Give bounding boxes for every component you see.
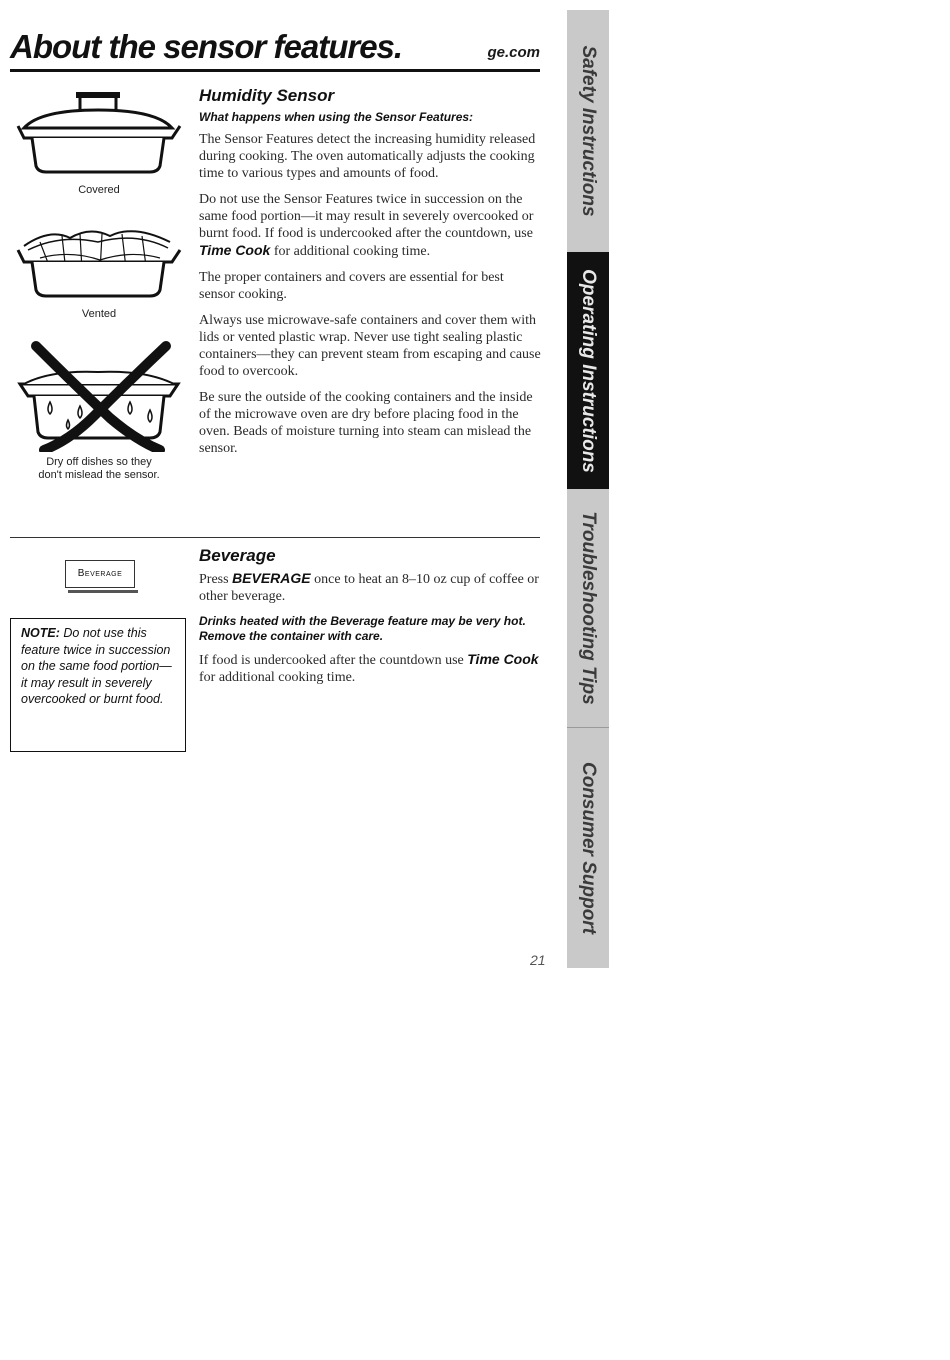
beverage-paragraph-1 xyxy=(199,570,541,605)
tab-troubleshooting-label: Troubleshooting Tips xyxy=(578,511,599,705)
tab-troubleshooting-tips[interactable] xyxy=(567,489,609,727)
beverage-p2-before: If food is undercooked after the countdown use xyxy=(199,653,464,668)
beverage-section xyxy=(199,546,541,695)
tab-consumer-label: Consumer Support xyxy=(578,761,599,935)
beverage-warning: Drinks heated with the Beverage feature may be very hot. Remove the container with care. xyxy=(199,614,526,643)
tab-consumer-support[interactable] xyxy=(567,728,609,968)
note-label: NOTE: xyxy=(21,626,60,640)
beverage-key-figure xyxy=(10,550,188,600)
beverage-heading: Beverage xyxy=(199,546,276,565)
covered-dish-illustration xyxy=(10,88,188,180)
page-title: About the sensor features. xyxy=(10,28,403,65)
humidity-p2-before: Do not use the Sensor Features twice in succession on the same food portion—it may result in severely overcooked or burnt food. If food is undercooked after the countdown, use xyxy=(199,192,534,241)
section-tabs xyxy=(567,10,609,968)
covered-caption: Covered xyxy=(78,184,120,196)
vented-dish-illustration xyxy=(10,212,188,304)
beverage-time-cook-keyword: Time Cook xyxy=(467,651,539,667)
beverage-keyword: BEVERAGE xyxy=(232,570,311,586)
page-number: 21 xyxy=(530,952,546,968)
dry-caption xyxy=(10,456,188,482)
humidity-paragraph-3: The proper containers and covers are essential for best sensor cooking. xyxy=(199,270,504,302)
note-box xyxy=(10,618,186,752)
wet-dish-figure xyxy=(10,340,188,482)
beverage-key-shadow xyxy=(68,590,138,593)
beverage-key-button[interactable]: Beverage xyxy=(65,560,135,588)
site-url[interactable]: ge.com xyxy=(487,44,540,61)
dry-caption-line-2: don't mislead the sensor. xyxy=(38,469,160,481)
humidity-sensor-section xyxy=(199,86,541,466)
vented-dish-figure xyxy=(10,212,188,321)
tab-safety-instructions[interactable] xyxy=(567,10,609,252)
dry-caption-line-1: Dry off dishes so they xyxy=(46,456,152,468)
wet-dish-illustration xyxy=(10,340,188,452)
humidity-p2-after: for additional cooking time. xyxy=(273,244,431,259)
vented-caption: Vented xyxy=(81,308,117,320)
humidity-heading: Humidity Sensor xyxy=(199,86,335,105)
humidity-paragraph-4: Always use microwave-safe containers and cover them with lids or vented plastic wrap. Never use tight sealing plastic containers—they can prevent steam from escaping and cause food to overcook. xyxy=(199,313,541,379)
humidity-paragraph-2 xyxy=(199,191,541,260)
note-text: Do not use this feature twice in succession on the same food portion—it may result in severely overcooked or burnt food. xyxy=(21,626,172,707)
covered-dish-figure xyxy=(10,88,188,197)
section-divider xyxy=(10,537,540,538)
humidity-paragraph-1: The Sensor Features detect the increasing humidity released during cooking. The oven automatically adjusts the cooking time to various types and amounts of food. xyxy=(199,132,536,181)
beverage-p1-before: Press xyxy=(199,572,229,587)
tab-operating-label: Operating Instructions xyxy=(578,268,599,473)
humidity-paragraph-5: Be sure the outside of the cooking containers and the inside of the microwave oven are dry before placing food in the oven. Beads of moisture turning into steam can mislead the sensor. xyxy=(199,390,533,456)
beverage-paragraph-2 xyxy=(199,651,541,686)
tab-operating-instructions[interactable] xyxy=(567,252,609,489)
tab-safety-label: Safety Instructions xyxy=(578,45,599,217)
beverage-p2-after: for additional cooking time. xyxy=(199,670,356,685)
time-cook-keyword: Time Cook xyxy=(199,242,271,258)
title-rule xyxy=(10,69,540,72)
humidity-subheading: What happens when using the Sensor Features: xyxy=(199,110,474,124)
beverage-p1-after: once to heat an 8–10 oz cup of coffee or other beverage. xyxy=(199,572,539,604)
